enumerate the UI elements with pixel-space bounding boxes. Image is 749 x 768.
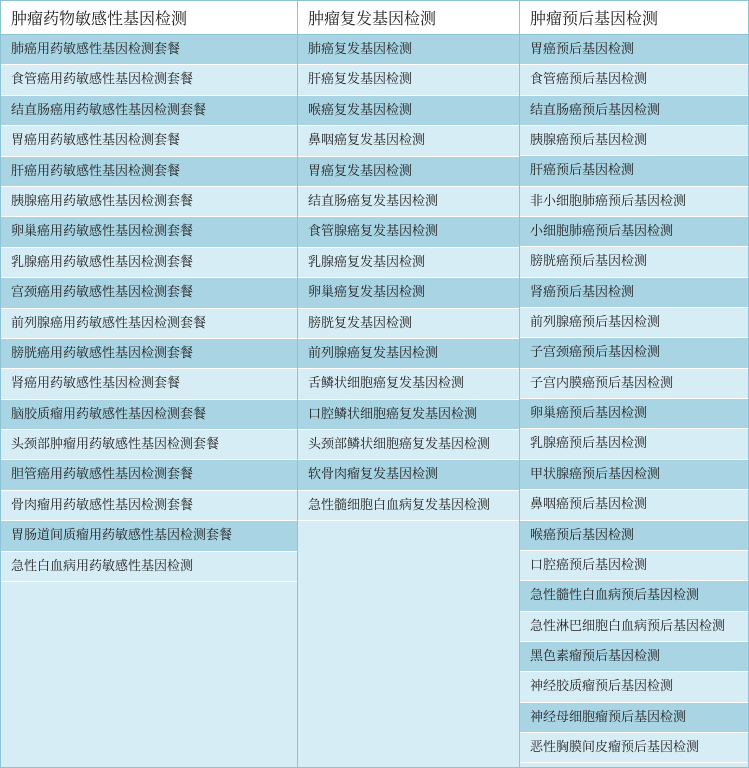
list-item[interactable]: 卵巢癌复发基因检测 bbox=[298, 278, 519, 308]
list-item[interactable]: 非小细胞肺癌预后基因检测 bbox=[520, 187, 748, 217]
list-item[interactable]: 食管腺癌复发基因检测 bbox=[298, 217, 519, 247]
list-item[interactable]: 胰腺癌用药敏感性基因检测套餐 bbox=[1, 187, 297, 217]
column-recurrence bbox=[297, 0, 519, 768]
list-item[interactable]: 肾癌用药敏感性基因检测套餐 bbox=[1, 369, 297, 399]
list-item[interactable]: 膀胱癌用药敏感性基因检测套餐 bbox=[1, 339, 297, 369]
list-item[interactable]: 急性髓性白血病预后基因检测 bbox=[520, 581, 748, 611]
list-item[interactable]: 头颈部鳞状细胞癌复发基因检测 bbox=[298, 430, 519, 460]
list-item[interactable]: 骨肉瘤用药敏感性基因检测套餐 bbox=[1, 491, 297, 521]
list-item[interactable]: 食管癌预后基因检测 bbox=[520, 65, 748, 95]
list-item[interactable]: 黑色素瘤预后基因检测 bbox=[520, 642, 748, 672]
list-item[interactable]: 乳腺癌预后基因检测 bbox=[520, 429, 748, 459]
list-item[interactable]: 前列腺癌用药敏感性基因检测套餐 bbox=[1, 309, 297, 339]
list-item[interactable]: 结直肠癌用药敏感性基因检测套餐 bbox=[1, 96, 297, 126]
list-item[interactable]: 鼻咽癌复发基因检测 bbox=[298, 126, 519, 156]
column-drug-sensitivity bbox=[0, 0, 297, 768]
list-item[interactable]: 前列腺癌预后基因检测 bbox=[520, 308, 748, 338]
list-item[interactable]: 鼻咽癌预后基因检测 bbox=[520, 490, 748, 520]
list-item[interactable]: 子宫内膜癌预后基因检测 bbox=[520, 369, 748, 399]
list-item[interactable]: 食管癌用药敏感性基因检测套餐 bbox=[1, 65, 297, 95]
list-item[interactable]: 喉癌预后基因检测 bbox=[520, 521, 748, 551]
list-item[interactable]: 软骨肉瘤复发基因检测 bbox=[298, 460, 519, 490]
list-item[interactable]: 肝癌复发基因检测 bbox=[298, 65, 519, 95]
list-item[interactable]: 甲状腺癌预后基因检测 bbox=[520, 460, 748, 490]
list-item[interactable]: 小细胞肺癌预后基因检测 bbox=[520, 217, 748, 247]
list-item[interactable]: 口腔癌预后基因检测 bbox=[520, 551, 748, 581]
list-item[interactable]: 乳腺癌复发基因检测 bbox=[298, 248, 519, 278]
list-item[interactable]: 胆管癌用药敏感性基因检测套餐 bbox=[1, 460, 297, 490]
list-item[interactable]: 肺癌用药敏感性基因检测套餐 bbox=[1, 35, 297, 65]
list-item[interactable]: 肺癌复发基因检测 bbox=[298, 35, 519, 65]
list-item[interactable]: 舌鳞状细胞癌复发基因检测 bbox=[298, 369, 519, 399]
list-item[interactable]: 神经胶质瘤预后基因检测 bbox=[520, 672, 748, 702]
list-item[interactable]: 膀胱复发基因检测 bbox=[298, 309, 519, 339]
list-item[interactable]: 恶性胸膜间皮瘤预后基因检测 bbox=[520, 733, 748, 763]
list-item[interactable]: 肝癌用药敏感性基因检测套餐 bbox=[1, 157, 297, 187]
column-header: 肿瘤复发基因检测 bbox=[298, 0, 519, 35]
column-header: 肿瘤预后基因检测 bbox=[520, 0, 748, 35]
list-item[interactable]: 子宫颈癌预后基因检测 bbox=[520, 338, 748, 368]
list-item[interactable]: 前列腺癌复发基因检测 bbox=[298, 339, 519, 369]
list-item[interactable]: 胃癌复发基因检测 bbox=[298, 157, 519, 187]
list-item[interactable]: 胰腺癌预后基因检测 bbox=[520, 126, 748, 156]
list-item[interactable]: 急性淋巴细胞白血病预后基因检测 bbox=[520, 612, 748, 642]
list-item[interactable]: 卵巢癌用药敏感性基因检测套餐 bbox=[1, 217, 297, 247]
list-item[interactable]: 胃癌用药敏感性基因检测套餐 bbox=[1, 126, 297, 156]
list-item[interactable]: 乳腺癌用药敏感性基因检测套餐 bbox=[1, 248, 297, 278]
list-item[interactable]: 膀胱癌预后基因检测 bbox=[520, 247, 748, 277]
list-item[interactable]: 胃癌预后基因检测 bbox=[520, 35, 748, 65]
list-item[interactable]: 神经母细胞瘤预后基因检测 bbox=[520, 703, 748, 733]
list-item[interactable]: 肝癌预后基因检测 bbox=[520, 156, 748, 186]
list-item[interactable]: 结直肠癌复发基因检测 bbox=[298, 187, 519, 217]
column-header: 肿瘤药物敏感性基因检测 bbox=[1, 0, 297, 35]
list-item[interactable]: 喉癌复发基因检测 bbox=[298, 96, 519, 126]
list-item[interactable]: 急性白血病用药敏感性基因检测 bbox=[1, 552, 297, 582]
list-item[interactable]: 卵巢癌预后基因检测 bbox=[520, 399, 748, 429]
list-item[interactable]: 胃肠道间质瘤用药敏感性基因检测套餐 bbox=[1, 521, 297, 551]
list-item[interactable]: 头颈部肿瘤用药敏感性基因检测套餐 bbox=[1, 430, 297, 460]
column-prognosis bbox=[519, 0, 749, 768]
list-item[interactable]: 宫颈癌用药敏感性基因检测套餐 bbox=[1, 278, 297, 308]
list-item[interactable]: 肾癌预后基因检测 bbox=[520, 278, 748, 308]
list-item[interactable]: 结直肠癌预后基因检测 bbox=[520, 96, 748, 126]
list-item[interactable]: 急性髓细胞白血病复发基因检测 bbox=[298, 491, 519, 521]
list-item[interactable]: 口腔鳞状细胞癌复发基因检测 bbox=[298, 400, 519, 430]
list-item[interactable]: 脑胶质瘤用药敏感性基因检测套餐 bbox=[1, 400, 297, 430]
